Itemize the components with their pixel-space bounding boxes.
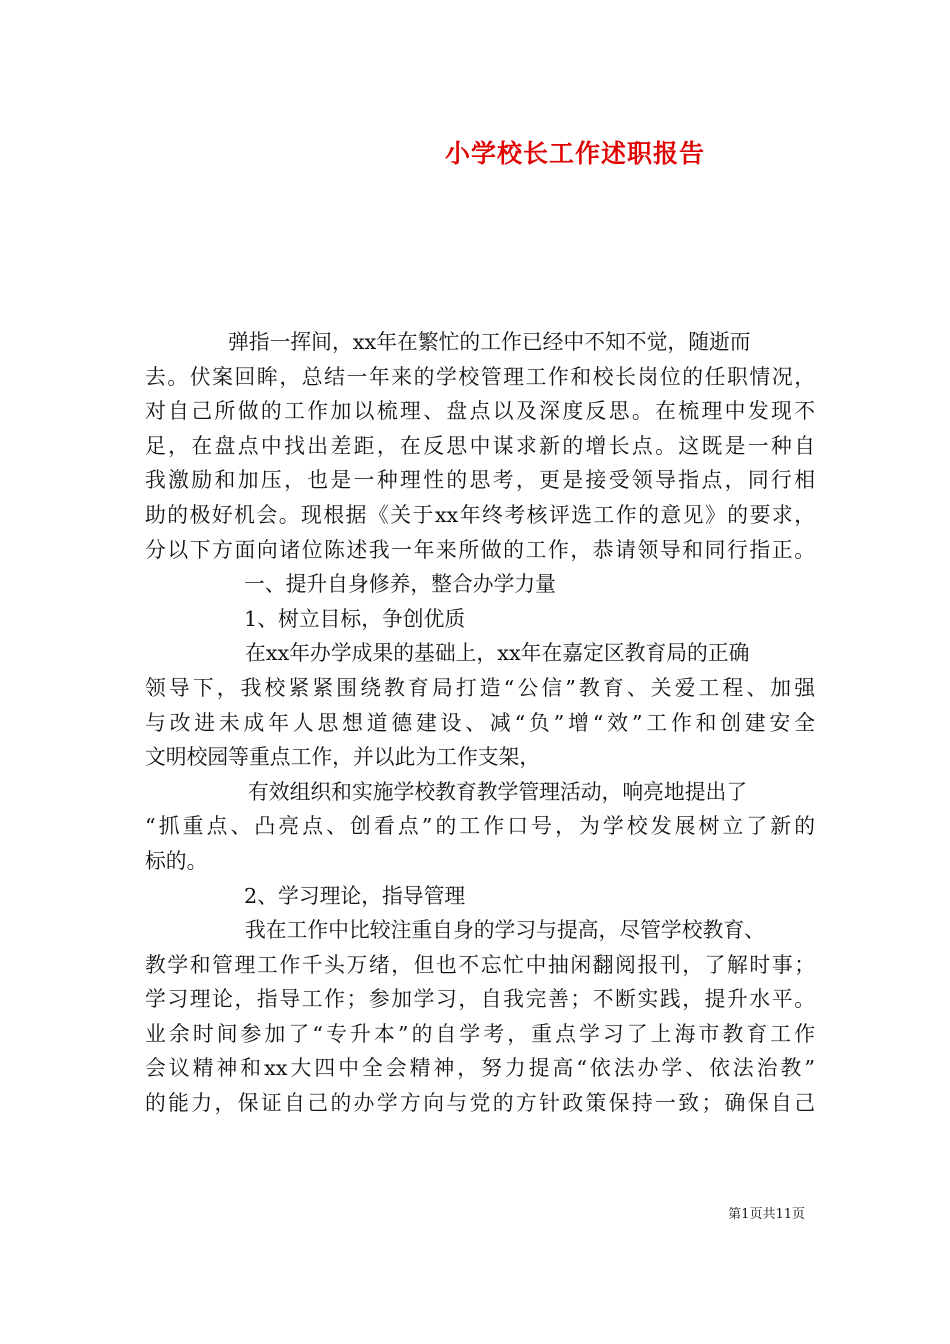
body-line: 在xx年办学成果的基础上，xx年在嘉定区教育局的正确 xyxy=(245,641,750,666)
body-line: 对自己所做的工作加以梳理、盘点以及深度反思。在梳理中发现不 xyxy=(145,399,815,424)
body-line: 我在工作中比较注重自身的学习与提高，尽管学校教育、 xyxy=(245,918,765,943)
body-line: 文明校园等重点工作，并以此为工作支架， xyxy=(145,745,541,770)
body-line: 的能力，保证自己的办学方向与党的方针政策保持一致；确保自己 xyxy=(145,1091,815,1116)
document-title: 小学校长工作述职报告 xyxy=(444,139,705,168)
body-line: 弹指一挥间，xx年在繁忙的工作已经中不知不觉，随逝而 xyxy=(228,330,751,354)
subsection-heading: 2、学习理论，指导管理 xyxy=(244,883,466,908)
body-line: “抓重点、凸亮点、创看点”的工作口号，为学校发展树立了新的 xyxy=(145,814,815,839)
body-line: 业余时间参加了“专升本”的自学考，重点学习了上海市教育工作 xyxy=(145,1021,815,1046)
body-line: 去。伏案回眸，总结一年来的学校管理工作和校长岗位的任职情况， xyxy=(145,364,815,389)
body-line: 分以下方面向诸位陈述我一年来所做的工作，恭请领导和同行指正。 xyxy=(145,537,815,562)
document-body xyxy=(145,325,815,1121)
body-line: 标的。 xyxy=(145,848,208,873)
body-line: 教学和管理工作千头万绪，但也不忘忙中抽闲翻阅报刊，了解时事； xyxy=(145,952,815,977)
page-number: 第1页共11页 xyxy=(728,1207,805,1222)
body-line: 学习理论，指导工作；参加学习，自我完善；不断实践，提升水平。 xyxy=(145,987,815,1012)
body-line: 领导下，我校紧紧围绕教育局打造“公信”教育、关爱工程、加强 xyxy=(145,675,815,700)
subsection-heading: 1、树立目标，争创优质 xyxy=(244,606,466,631)
body-line: 与改进未成年人思想道德建设、减“负”增“效”工作和创建安全 xyxy=(145,710,815,735)
section-heading: 一、提升自身修养，整合办学力量 xyxy=(244,572,556,597)
body-line: 我激励和加压，也是一种理性的思考，更是接受领导指点，同行相 xyxy=(145,468,815,493)
body-line: 助的极好机会。现根据《关于xx年终考核评选工作的意见》的要求， xyxy=(145,502,815,527)
body-line: 有效组织和实施学校教育教学管理活动，响亮地提出了 xyxy=(248,779,748,804)
body-line: 会议精神和xx大四中全会精神，努力提高“依法办学、依法治教” xyxy=(145,1056,815,1081)
body-line: 足，在盘点中找出差距，在反思中谋求新的增长点。这既是一种自 xyxy=(145,433,815,458)
